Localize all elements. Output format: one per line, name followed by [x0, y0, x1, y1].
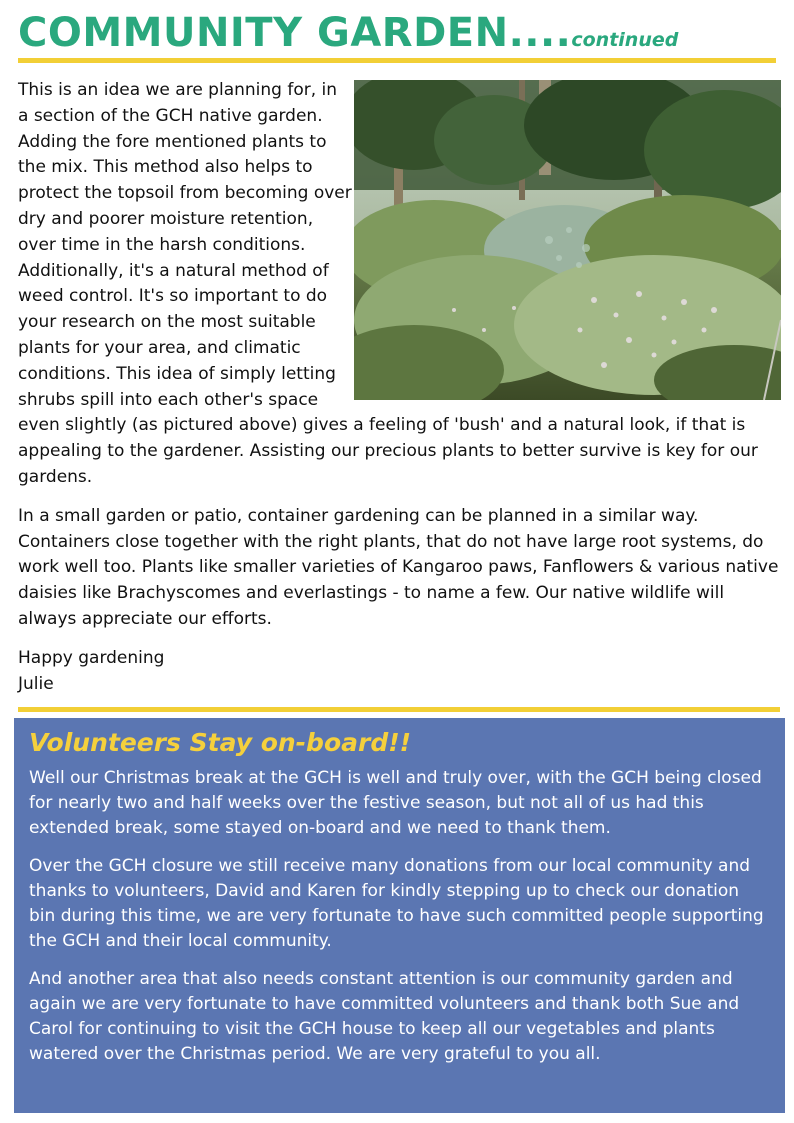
- title-continued: continued: [571, 29, 679, 51]
- author-name: Julie: [18, 673, 54, 694]
- signoff-text: Happy gardening: [18, 647, 165, 668]
- volunteers-panel: [14, 718, 785, 1113]
- signoff-line: [18, 646, 780, 698]
- page-title: [18, 10, 678, 56]
- photo-spacer: [352, 78, 780, 404]
- article-paragraph: This is an idea we are planning for, in a section of the GCH native garden. Adding the fore mentioned plants to the mix. This method also helps to protect the topsoil from becoming over dry and poorer moisture retention, over time in the harsh conditions. Additionally, it's a natural method of weed control. It's so important to do your research on the most suitable plants for your area, and climatic conditions. This idea of simply letting shrubs spill into each other's space even slightly (as pictured above) gives a feeling of 'bush' and a natural look, if that is appealing to the gardener. Assisting our precious plants to better survive is key for our gardens.: [18, 80, 758, 487]
- volunteers-paragraph: Over the GCH closure we still receive many donations from our local community and thanks to volunteers, David and Karen for kindly stepping up to check our donation bin during this time, we are very fortunate to have such committed people supporting the GCH and their local community.: [29, 856, 764, 951]
- section-divider: [18, 707, 780, 712]
- title-main: COMMUNITY GARDEN....: [18, 10, 572, 56]
- volunteers-title: Volunteers Stay on-board!!: [29, 728, 412, 757]
- volunteers-paragraph: And another area that also needs constant attention is our community garden and again we are very fortunate to have committed volunteers and thank both Sue and Carol for continuing to visit the GCH house to keep all our vegetables and plants watered over the Christmas period. We are very grateful to you all.: [29, 969, 740, 1064]
- community-garden-article: [18, 78, 780, 710]
- article-paragraph: In a small garden or patio, container gardening can be planned in a similar way. Containers close together with the right plants, that do not have large root systems, do work well too. Plants like smaller varieties of Kangaroo paws, Fanflowers & various native daisies like Brachyscomes and everlastings - to name a few. Our native wildlife will always appreciate our efforts.: [18, 505, 779, 629]
- title-divider: [18, 58, 776, 63]
- volunteers-paragraph: Well our Christmas break at the GCH is well and truly over, with the GCH being closed for nearly two and half weeks over the festive season, but not all of us had this extended break, some stayed on-board and we need to thank them.: [29, 768, 762, 838]
